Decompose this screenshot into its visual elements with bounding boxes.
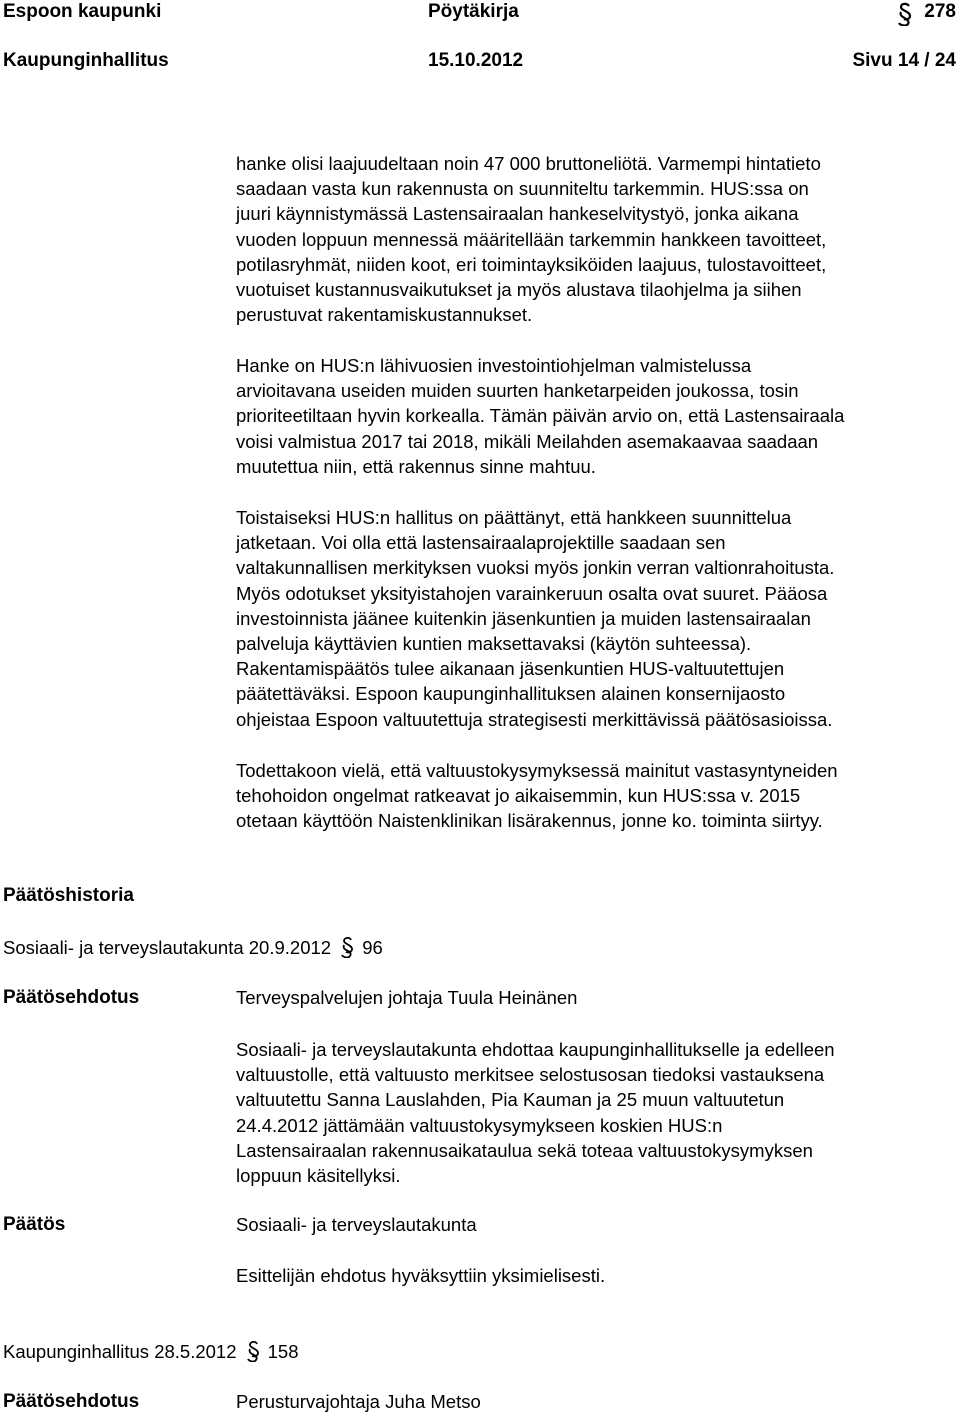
paragraph-3 <box>236 505 960 732</box>
meeting-2-number-wrap <box>242 1340 299 1364</box>
proposal-line: Lastensairaalan rakennusaikataulua sekä toteaa valtuustokysymyksen <box>236 1139 813 1161</box>
meeting-1-proposer: Terveyspalvelujen johtaja Tuula Heinänen <box>236 987 578 1008</box>
meeting-1-decision-text: Esittelijän ehdotus hyväksyttiin yksimielisesti. <box>236 1265 606 1286</box>
section-number: 278 <box>924 1 956 22</box>
paragraph-line: Todettakoon vielä, että valtuustokysymyksessä mainitut vastasyntyneiden <box>236 760 838 781</box>
meeting-2-proposal-label: Päätösehdotus <box>3 1391 140 1412</box>
paragraph-line: hanke olisi laajuudeltaan noin 47 000 bruttoneliötä. Varmempi hintatieto <box>236 153 821 174</box>
meeting-2-heading <box>3 1340 299 1364</box>
paragraph-line: perustuvat rakentamiskustannukset. <box>236 304 533 326</box>
proposal-line: valtuutettu Sanna Lauslahden, Pia Kauman ja 25 muun valtuutetun <box>236 1089 785 1111</box>
header-doc-type: Pöytäkirja <box>428 1 519 22</box>
meeting-1-heading <box>3 936 383 960</box>
proposal-line: valtuustolle, että valtuusto merkitsee selostusosan tiedoksi vastauksena <box>236 1064 825 1086</box>
paragraph-line: Myös odotukset yksityistahojen varainkeruun osalta ovat suuret. Pääosa <box>236 582 828 604</box>
paragraph-line: Toistaiseksi HUS:n hallitus on päättänyt, että hankkeen suunnittelua <box>236 507 792 528</box>
paragraph-line: prioriteetiltaan hyvin korkealla. Tämän päivän arvio on, että Lastensairaala <box>236 405 845 427</box>
header-body: Kaupunginhallitus <box>3 50 169 71</box>
section-sign-icon <box>338 936 358 958</box>
section-sign-icon <box>244 1340 264 1362</box>
paragraph-line: päätettäväksi. Espoon kaupunginhallituksen alainen konsernijaosto <box>236 683 786 705</box>
paragraph-line: vuoden loppuun mennessä määritellään tarkemmin hankkeen tavoitteet, <box>236 228 827 250</box>
paragraph-line: jatketaan. Voi olla että lastensairaalaprojektille saadaan sen <box>236 532 726 554</box>
meeting-1-proposal-text <box>236 1037 960 1188</box>
decision-history-title: Päätöshistoria <box>3 885 134 906</box>
paragraph-line: Rakentamispäätös tulee aikanaan jäsenkuntien HUS-valtuutettujen <box>236 658 785 680</box>
meeting-1-proposal-label: Päätösehdotus <box>3 987 140 1008</box>
header-date: 15.10.2012 <box>428 50 524 71</box>
meeting-1-decision-body: Sosiaali- ja terveyslautakunta <box>236 1214 477 1235</box>
paragraph-line: juuri käynnistymässä Lastensairaalan hankeselvitystyö, jonka aikana <box>236 203 799 225</box>
paragraph-line: saadaan vasta kun rakennusta on suunniteltu tarkemmin. HUS:ssa on <box>236 178 809 200</box>
paragraph-line: potilasryhmät, niiden koot, eri toimintayksiköiden laajuus, tulostavoitteet, <box>236 253 827 275</box>
paragraph-line: vuotuiset kustannusvaikutukset ja myös alustava tilaohjelma ja siihen <box>236 279 802 301</box>
paragraph-line: otetaan käyttöön Naistenklinikan lisärakennus, jonne ko. toiminta siirtyy. <box>236 810 823 832</box>
meeting-1-number-wrap <box>336 936 383 960</box>
paragraph-line: Hanke on HUS:n lähivuosien investointiohjelman valmistelussa <box>236 355 752 376</box>
proposal-line: 24.4.2012 jättämään valtuustokysymykseen koskien HUS:n <box>236 1114 723 1136</box>
paragraph-line: valtakunnallisen merkityksen vuoksi myös jonkin verran valtionrahoitusta. <box>236 557 835 579</box>
meeting-1-number: 96 <box>362 937 383 958</box>
paragraph-line: ohjeistaa Espoon valtuutettuja strategisesti merkittävissä päätösasioissa. <box>236 708 833 730</box>
header-page: Sivu 14 / 24 <box>852 50 956 71</box>
meeting-2-number: 158 <box>267 1341 299 1362</box>
paragraph-line: muutettua niin, että rakennus sinne mahtuu. <box>236 455 596 477</box>
paragraph-line: arvioitavana useiden muiden suurten hanketarpeiden joukossa, tosin <box>236 380 799 402</box>
paragraph-line: palveluja käyttävien kuntien maksettavaksi (käytön suhteessa). <box>236 633 752 655</box>
proposal-line: Sosiaali- ja terveyslautakunta ehdottaa kaupunginhallitukselle ja edelleen <box>236 1039 835 1060</box>
meeting-2-proposer: Perusturvajohtaja Juha Metso <box>236 1391 481 1412</box>
paragraph-line: voisi valmistua 2017 tai 2018, mikäli Meilahden asemakaavaa saadaan <box>236 430 819 452</box>
meeting-2-body-date: Kaupunginhallitus 28.5.2012 <box>3 1341 237 1362</box>
proposal-line: loppuun käsitellyksi. <box>236 1165 401 1187</box>
meeting-1-decision-label: Päätös <box>3 1214 66 1235</box>
paragraph-2 <box>236 353 960 479</box>
paragraph-4 <box>236 758 960 834</box>
paragraph-1 <box>236 151 960 327</box>
section-sign-icon <box>892 2 918 26</box>
paragraph-line: investoinnista jäänee kuitenkin jäsenkuntien ja muiden lastensairaalan <box>236 607 811 629</box>
header-section <box>892 1 956 23</box>
meeting-1-body-date: Sosiaali- ja terveyslautakunta 20.9.2012 <box>3 937 332 958</box>
paragraph-line: tehohoidon ongelmat ratkeavat jo aikaisemmin, kun HUS:ssa v. 2015 <box>236 785 801 807</box>
header-municipality: Espoon kaupunki <box>3 1 162 22</box>
